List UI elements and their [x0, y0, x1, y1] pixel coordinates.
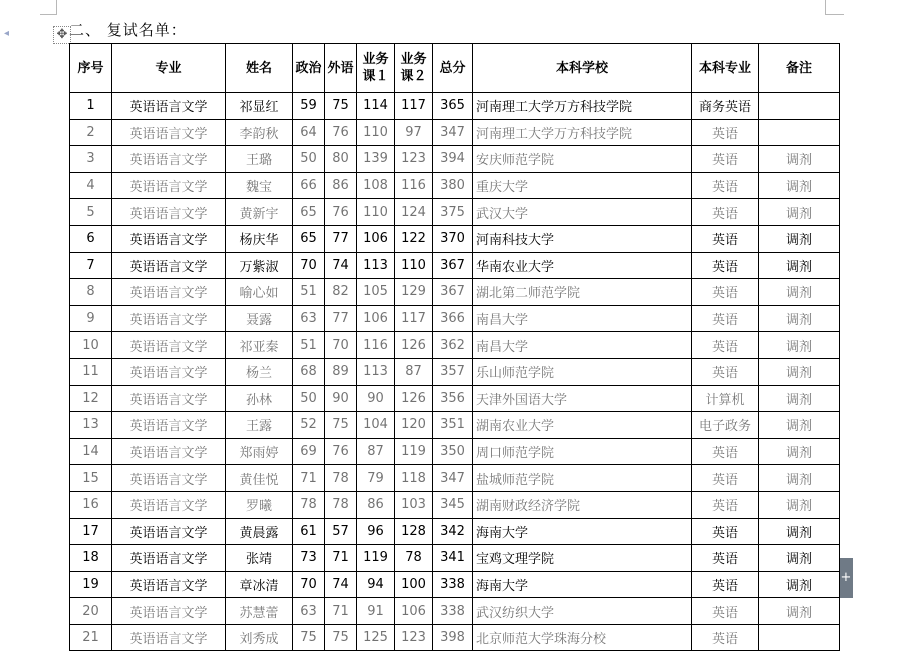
col-subject-1-cell: 113	[357, 358, 395, 385]
table-row	[70, 279, 840, 306]
table-header-row	[70, 44, 840, 93]
col-subject-1-cell: 90	[357, 385, 395, 412]
col-subject-1-cell: 119	[357, 545, 395, 572]
col-politics-cell: 50	[293, 146, 325, 173]
col-total-cell: 375	[433, 199, 473, 226]
col-subject-1-cell: 114	[357, 93, 395, 120]
col-major-cell: 英语语言文学	[112, 146, 226, 173]
col-foreign-language-cell: 71	[325, 598, 357, 625]
col-index-cell: 21	[70, 624, 112, 651]
col-undergrad-school-cell: 南昌大学	[473, 305, 692, 332]
col-index-header: 序号	[70, 44, 112, 93]
col-subject-1-cell: 110	[357, 199, 395, 226]
col-politics-cell: 64	[293, 119, 325, 146]
col-undergrad-school-cell: 南昌大学	[473, 332, 692, 359]
col-remarks-cell: 调剂	[759, 146, 840, 173]
col-politics-cell: 75	[293, 624, 325, 651]
table-row	[70, 412, 840, 439]
col-undergrad-major-cell: 英语	[692, 358, 759, 385]
col-index-cell: 10	[70, 332, 112, 359]
col-total-cell: 398	[433, 624, 473, 651]
col-index-cell: 16	[70, 491, 112, 518]
col-major-cell: 英语语言文学	[112, 279, 226, 306]
col-undergrad-major-cell: 英语	[692, 332, 759, 359]
col-politics-cell: 51	[293, 279, 325, 306]
table-row	[70, 146, 840, 173]
col-foreign-language-header: 外语	[325, 44, 357, 93]
col-major-cell: 英语语言文学	[112, 385, 226, 412]
col-undergrad-school-cell: 武汉大学	[473, 199, 692, 226]
table-row	[70, 119, 840, 146]
col-remarks-cell: 调剂	[759, 172, 840, 199]
table-row	[70, 624, 840, 651]
col-name-cell: 苏慧蕾	[226, 598, 293, 625]
col-remarks-cell	[759, 93, 840, 120]
col-total-cell: 357	[433, 358, 473, 385]
scroll-handle[interactable]: +	[839, 558, 853, 598]
col-foreign-language-cell: 82	[325, 279, 357, 306]
col-politics-header: 政治	[293, 44, 325, 93]
table-body	[70, 93, 840, 651]
col-undergrad-major-cell: 英语	[692, 172, 759, 199]
col-total-cell: 347	[433, 465, 473, 492]
col-subject-2-cell: 119	[395, 438, 433, 465]
col-major-cell: 英语语言文学	[112, 199, 226, 226]
col-foreign-language-cell: 77	[325, 225, 357, 252]
col-name-cell: 祁显红	[226, 93, 293, 120]
col-remarks-cell: 调剂	[759, 598, 840, 625]
col-foreign-language-cell: 76	[325, 438, 357, 465]
col-name-cell: 万紫淑	[226, 252, 293, 279]
col-index-cell: 6	[70, 225, 112, 252]
col-total-cell: 365	[433, 93, 473, 120]
col-name-cell: 王露	[226, 412, 293, 439]
table-row	[70, 93, 840, 120]
col-undergrad-school-cell: 安庆师范学院	[473, 146, 692, 173]
col-undergrad-school-cell: 河南理工大学万方科技学院	[473, 119, 692, 146]
table-row	[70, 225, 840, 252]
col-undergrad-major-cell: 英语	[692, 225, 759, 252]
col-subject-2-cell: 78	[395, 545, 433, 572]
col-remarks-cell: 调剂	[759, 279, 840, 306]
col-total-cell: 347	[433, 119, 473, 146]
col-subject-1-cell: 116	[357, 332, 395, 359]
col-index-cell: 3	[70, 146, 112, 173]
col-total-cell: 394	[433, 146, 473, 173]
col-subject-2-cell: 126	[395, 385, 433, 412]
col-subject-2-cell: 123	[395, 624, 433, 651]
candidate-table	[69, 43, 840, 651]
table-row	[70, 438, 840, 465]
col-major-cell: 英语语言文学	[112, 465, 226, 492]
col-undergrad-major-cell: 英语	[692, 119, 759, 146]
col-undergrad-major-cell: 英语	[692, 438, 759, 465]
col-name-cell: 孙林	[226, 385, 293, 412]
col-foreign-language-cell: 78	[325, 465, 357, 492]
col-politics-cell: 51	[293, 332, 325, 359]
col-name-cell: 聂露	[226, 305, 293, 332]
col-total-cell: 366	[433, 305, 473, 332]
col-index-cell: 9	[70, 305, 112, 332]
table-row	[70, 545, 840, 572]
table-row	[70, 598, 840, 625]
col-major-cell: 英语语言文学	[112, 172, 226, 199]
col-remarks-cell: 调剂	[759, 465, 840, 492]
col-undergrad-school-cell: 宝鸡文理学院	[473, 545, 692, 572]
col-index-cell: 18	[70, 545, 112, 572]
col-undergrad-school-header: 本科学校	[473, 44, 692, 93]
col-subject-1-cell: 94	[357, 571, 395, 598]
col-index-cell: 17	[70, 518, 112, 545]
col-politics-cell: 66	[293, 172, 325, 199]
col-politics-cell: 52	[293, 412, 325, 439]
col-undergrad-major-cell: 计算机	[692, 385, 759, 412]
section-heading: 二、 复试名单：	[69, 21, 187, 39]
col-subject-2-cell: 123	[395, 146, 433, 173]
table-row	[70, 172, 840, 199]
col-subject-1-cell: 106	[357, 225, 395, 252]
col-total-cell: 356	[433, 385, 473, 412]
col-politics-cell: 68	[293, 358, 325, 385]
col-name-cell: 罗曦	[226, 491, 293, 518]
col-politics-cell: 61	[293, 518, 325, 545]
col-total-cell: 380	[433, 172, 473, 199]
col-foreign-language-cell: 80	[325, 146, 357, 173]
col-politics-cell: 59	[293, 93, 325, 120]
col-foreign-language-cell: 76	[325, 199, 357, 226]
col-name-cell: 郑雨婷	[226, 438, 293, 465]
col-remarks-cell: 调剂	[759, 225, 840, 252]
col-undergrad-school-cell: 华南农业大学	[473, 252, 692, 279]
col-major-cell: 英语语言文学	[112, 598, 226, 625]
col-foreign-language-cell: 74	[325, 571, 357, 598]
col-subject-1-cell: 86	[357, 491, 395, 518]
col-subject-1-cell: 104	[357, 412, 395, 439]
col-total-cell: 370	[433, 225, 473, 252]
col-foreign-language-cell: 76	[325, 119, 357, 146]
col-undergrad-school-cell: 湖南财政经济学院	[473, 491, 692, 518]
table-row	[70, 385, 840, 412]
col-total-cell: 351	[433, 412, 473, 439]
col-index-cell: 13	[70, 412, 112, 439]
col-undergrad-major-cell: 英语	[692, 518, 759, 545]
col-undergrad-school-cell: 湖南农业大学	[473, 412, 692, 439]
col-undergrad-major-cell: 英语	[692, 465, 759, 492]
col-undergrad-major-cell: 英语	[692, 146, 759, 173]
col-name-cell: 黄晨露	[226, 518, 293, 545]
col-subject-1-cell: 87	[357, 438, 395, 465]
col-subject-2-cell: 126	[395, 332, 433, 359]
col-undergrad-school-cell: 武汉纺织大学	[473, 598, 692, 625]
col-politics-cell: 70	[293, 252, 325, 279]
col-name-cell: 章冰清	[226, 571, 293, 598]
col-foreign-language-cell: 90	[325, 385, 357, 412]
col-undergrad-school-cell: 海南大学	[473, 518, 692, 545]
col-index-cell: 15	[70, 465, 112, 492]
col-subject-2-cell: 129	[395, 279, 433, 306]
col-total-cell: 342	[433, 518, 473, 545]
col-politics-cell: 78	[293, 491, 325, 518]
col-undergrad-school-cell: 重庆大学	[473, 172, 692, 199]
col-major-cell: 英语语言文学	[112, 93, 226, 120]
col-undergrad-school-cell: 北京师范大学珠海分校	[473, 624, 692, 651]
col-remarks-header: 备注	[759, 44, 840, 93]
col-politics-cell: 73	[293, 545, 325, 572]
col-undergrad-school-cell: 河南科技大学	[473, 225, 692, 252]
col-remarks-cell	[759, 119, 840, 146]
col-subject-1-cell: 113	[357, 252, 395, 279]
table-row	[70, 465, 840, 492]
table-row	[70, 332, 840, 359]
col-foreign-language-cell: 71	[325, 545, 357, 572]
col-name-cell: 杨庆华	[226, 225, 293, 252]
col-politics-cell: 65	[293, 225, 325, 252]
col-major-cell: 英语语言文学	[112, 412, 226, 439]
col-politics-cell: 70	[293, 571, 325, 598]
col-index-cell: 12	[70, 385, 112, 412]
col-undergrad-major-cell: 英语	[692, 199, 759, 226]
col-undergrad-school-cell: 乐山师范学院	[473, 358, 692, 385]
col-remarks-cell: 调剂	[759, 305, 840, 332]
col-remarks-cell: 调剂	[759, 571, 840, 598]
col-name-cell: 喻心如	[226, 279, 293, 306]
col-politics-cell: 50	[293, 385, 325, 412]
col-politics-cell: 69	[293, 438, 325, 465]
col-total-cell: 345	[433, 491, 473, 518]
col-subject-2-cell: 110	[395, 252, 433, 279]
col-major-cell: 英语语言文学	[112, 491, 226, 518]
col-subject-2-cell: 122	[395, 225, 433, 252]
col-remarks-cell: 调剂	[759, 358, 840, 385]
col-remarks-cell: 调剂	[759, 518, 840, 545]
col-subject-1-cell: 79	[357, 465, 395, 492]
col-index-cell: 8	[70, 279, 112, 306]
col-remarks-cell: 调剂	[759, 545, 840, 572]
col-subject-2-cell: 116	[395, 172, 433, 199]
col-name-cell: 李韵秋	[226, 119, 293, 146]
col-undergrad-school-cell: 河南理工大学万方科技学院	[473, 93, 692, 120]
col-major-cell: 英语语言文学	[112, 305, 226, 332]
col-subject-1-cell: 108	[357, 172, 395, 199]
col-subject-2-header: 业务课２	[395, 44, 433, 93]
col-undergrad-major-cell: 英语	[692, 491, 759, 518]
col-subject-2-cell: 103	[395, 491, 433, 518]
col-subject-2-cell: 97	[395, 119, 433, 146]
margin-corner-top-right	[825, 0, 844, 15]
col-name-cell: 魏宝	[226, 172, 293, 199]
col-index-cell: 1	[70, 93, 112, 120]
navigation-arrow-icon: ◂	[4, 28, 10, 39]
col-foreign-language-cell: 75	[325, 412, 357, 439]
col-undergrad-major-cell: 英语	[692, 571, 759, 598]
col-index-cell: 20	[70, 598, 112, 625]
col-subject-2-cell: 87	[395, 358, 433, 385]
col-subject-2-cell: 100	[395, 571, 433, 598]
col-undergrad-major-cell: 电子政务	[692, 412, 759, 439]
col-subject-2-cell: 118	[395, 465, 433, 492]
col-major-cell: 英语语言文学	[112, 358, 226, 385]
col-subject-2-cell: 120	[395, 412, 433, 439]
margin-corner-top-left	[40, 0, 57, 15]
col-subject-1-cell: 91	[357, 598, 395, 625]
col-subject-2-cell: 124	[395, 199, 433, 226]
col-remarks-cell: 调剂	[759, 332, 840, 359]
col-remarks-cell: 调剂	[759, 412, 840, 439]
col-major-cell: 英语语言文学	[112, 438, 226, 465]
col-remarks-cell: 调剂	[759, 199, 840, 226]
table-row	[70, 491, 840, 518]
col-undergrad-school-cell: 周口师范学院	[473, 438, 692, 465]
col-remarks-cell: 调剂	[759, 491, 840, 518]
col-politics-cell: 63	[293, 598, 325, 625]
col-foreign-language-cell: 75	[325, 624, 357, 651]
col-undergrad-major-cell: 英语	[692, 624, 759, 651]
col-name-cell: 王璐	[226, 146, 293, 173]
col-subject-1-cell: 105	[357, 279, 395, 306]
col-major-cell: 英语语言文学	[112, 571, 226, 598]
col-index-cell: 11	[70, 358, 112, 385]
col-subject-2-cell: 117	[395, 93, 433, 120]
col-undergrad-major-cell: 英语	[692, 279, 759, 306]
col-subject-1-cell: 125	[357, 624, 395, 651]
col-undergrad-major-cell: 英语	[692, 252, 759, 279]
col-name-cell: 张靖	[226, 545, 293, 572]
col-total-cell: 341	[433, 545, 473, 572]
col-foreign-language-cell: 75	[325, 93, 357, 120]
col-major-cell: 英语语言文学	[112, 225, 226, 252]
col-index-cell: 4	[70, 172, 112, 199]
table-row	[70, 305, 840, 332]
col-remarks-cell: 调剂	[759, 252, 840, 279]
col-undergrad-major-cell: 英语	[692, 545, 759, 572]
table-row	[70, 571, 840, 598]
col-index-cell: 19	[70, 571, 112, 598]
col-name-header: 姓名	[226, 44, 293, 93]
col-major-cell: 英语语言文学	[112, 119, 226, 146]
table-row	[70, 199, 840, 226]
col-total-cell: 350	[433, 438, 473, 465]
col-total-cell: 367	[433, 279, 473, 306]
col-index-cell: 14	[70, 438, 112, 465]
col-subject-1-cell: 106	[357, 305, 395, 332]
col-total-cell: 338	[433, 598, 473, 625]
col-remarks-cell: 调剂	[759, 385, 840, 412]
col-foreign-language-cell: 70	[325, 332, 357, 359]
col-total-cell: 362	[433, 332, 473, 359]
col-subject-1-header: 业务课１	[357, 44, 395, 93]
col-foreign-language-cell: 74	[325, 252, 357, 279]
col-undergrad-major-header: 本科专业	[692, 44, 759, 93]
col-major-cell: 英语语言文学	[112, 518, 226, 545]
col-name-cell: 黄佳悦	[226, 465, 293, 492]
col-foreign-language-cell: 78	[325, 491, 357, 518]
table-row	[70, 518, 840, 545]
col-name-cell: 刘秀成	[226, 624, 293, 651]
col-subject-2-cell: 106	[395, 598, 433, 625]
col-politics-cell: 65	[293, 199, 325, 226]
col-major-cell: 英语语言文学	[112, 332, 226, 359]
col-name-cell: 祁亚秦	[226, 332, 293, 359]
col-undergrad-school-cell: 湖北第二师范学院	[473, 279, 692, 306]
table-row	[70, 252, 840, 279]
col-remarks-cell	[759, 624, 840, 651]
col-major-cell: 英语语言文学	[112, 252, 226, 279]
col-undergrad-major-cell: 英语	[692, 305, 759, 332]
col-subject-1-cell: 110	[357, 119, 395, 146]
table-row	[70, 358, 840, 385]
col-remarks-cell: 调剂	[759, 438, 840, 465]
col-politics-cell: 71	[293, 465, 325, 492]
col-name-cell: 杨兰	[226, 358, 293, 385]
col-foreign-language-cell: 89	[325, 358, 357, 385]
col-subject-2-cell: 128	[395, 518, 433, 545]
col-foreign-language-cell: 77	[325, 305, 357, 332]
col-subject-2-cell: 117	[395, 305, 433, 332]
col-total-header: 总分	[433, 44, 473, 93]
col-undergrad-school-cell: 天津外国语大学	[473, 385, 692, 412]
col-index-cell: 2	[70, 119, 112, 146]
col-undergrad-school-cell: 盐城师范学院	[473, 465, 692, 492]
col-index-cell: 5	[70, 199, 112, 226]
col-total-cell: 367	[433, 252, 473, 279]
col-major-cell: 英语语言文学	[112, 624, 226, 651]
col-foreign-language-cell: 86	[325, 172, 357, 199]
col-undergrad-school-cell: 海南大学	[473, 571, 692, 598]
col-major-cell: 英语语言文学	[112, 545, 226, 572]
col-foreign-language-cell: 57	[325, 518, 357, 545]
col-name-cell: 黄新宇	[226, 199, 293, 226]
col-total-cell: 338	[433, 571, 473, 598]
col-major-header: 专业	[112, 44, 226, 93]
col-undergrad-major-cell: 英语	[692, 598, 759, 625]
col-subject-1-cell: 139	[357, 146, 395, 173]
table-move-handle-icon[interactable]: ✥	[53, 26, 71, 44]
col-index-cell: 7	[70, 252, 112, 279]
col-subject-1-cell: 96	[357, 518, 395, 545]
col-undergrad-major-cell: 商务英语	[692, 93, 759, 120]
col-politics-cell: 63	[293, 305, 325, 332]
